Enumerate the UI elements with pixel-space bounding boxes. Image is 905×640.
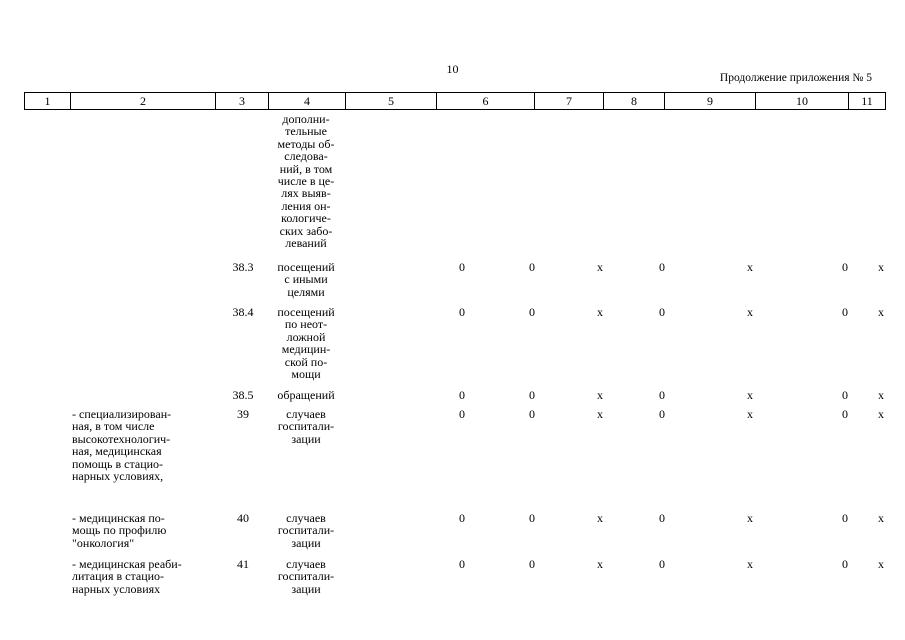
value-col-9: x [747, 305, 753, 319]
column-header-11: 11 [861, 94, 873, 108]
value-col-9: x [747, 557, 753, 571]
value-col-9: x [747, 260, 753, 274]
value-col-8: 0 [659, 388, 665, 402]
row-number: 41 [237, 557, 249, 571]
row-unit: дополни- тельные методы об- следова- ний, в том числе в це- лях выяв- ления он- кологиче- ских забо- леваний [277, 112, 335, 251]
value-col-11: x [878, 388, 884, 402]
column-header-9: 9 [665, 93, 756, 109]
value-col-6: 0 [529, 260, 535, 274]
value-col-11: x [878, 407, 884, 421]
row-number: 38.4 [232, 305, 254, 319]
value-col-8: 0 [659, 305, 665, 319]
row-unit: посещений с иными целями [277, 260, 335, 299]
value-col-10: 0 [842, 388, 848, 402]
row-unit: случаев госпитали- зации [277, 557, 335, 596]
value-col-6: 0 [529, 407, 535, 421]
value-col-5: 0 [459, 305, 465, 319]
value-col-7: x [597, 305, 603, 319]
column-header-2: 2 [71, 93, 216, 109]
column-header-1: 1 [25, 93, 71, 109]
value-col-7: x [597, 511, 603, 525]
value-col-5: 0 [459, 557, 465, 571]
value-col-10: 0 [842, 305, 848, 319]
row-number: 38.3 [232, 260, 254, 274]
value-col-11: x [878, 260, 884, 274]
value-col-6: 0 [529, 557, 535, 571]
row-name: - специализирован- ная, в том числе высокотехнологич- ная, медицинская помощь в стацио- нарных условиях, [72, 407, 172, 484]
value-col-5: 0 [459, 511, 465, 525]
row-name: - медицинская реаби- литация в стацио- нарных условиях [72, 557, 182, 596]
value-col-10: 0 [842, 407, 848, 421]
value-col-10: 0 [842, 557, 848, 571]
row-unit: обращений [277, 388, 335, 402]
value-col-6: 0 [529, 305, 535, 319]
column-header-7: 7 [535, 93, 604, 109]
value-col-7: x [597, 557, 603, 571]
value-col-10: 0 [842, 260, 848, 274]
value-col-9: x [747, 407, 753, 421]
row-number: 38.5 [232, 388, 254, 402]
row-name: - медицинская по- мощь по профилю "онкология" [72, 511, 167, 550]
value-col-8: 0 [659, 407, 665, 421]
column-header-3: 3 [216, 93, 269, 109]
value-col-5: 0 [459, 407, 465, 421]
value-col-9: x [747, 511, 753, 525]
value-col-8: 0 [659, 260, 665, 274]
value-col-9: x [747, 388, 753, 402]
value-col-11: x [878, 305, 884, 319]
column-header-6: 6 [437, 93, 535, 109]
row-unit: случаев госпитали- зации [277, 407, 335, 446]
column-header-5: 5 [346, 93, 437, 109]
column-header-10: 10 [756, 93, 849, 109]
value-col-8: 0 [659, 557, 665, 571]
value-col-7: x [597, 388, 603, 402]
value-col-8: 0 [659, 511, 665, 525]
value-col-11: x [878, 511, 884, 525]
value-col-5: 0 [459, 260, 465, 274]
row-number: 40 [237, 511, 249, 525]
column-header-8: 8 [604, 93, 665, 109]
value-col-6: 0 [529, 388, 535, 402]
value-col-10: 0 [842, 511, 848, 525]
value-col-7: x [597, 407, 603, 421]
page-number: 10 [446, 62, 459, 76]
continuation-caption: Продолжение приложения № 5 [719, 72, 872, 84]
value-col-11: x [878, 557, 884, 571]
table-header-row [24, 92, 886, 110]
row-number: 39 [237, 407, 249, 421]
row-unit: посещений по неот- ложной медицин- ской по- мощи [277, 305, 335, 382]
value-col-6: 0 [529, 511, 535, 525]
row-unit: случаев госпитали- зации [277, 511, 335, 550]
value-col-7: x [597, 260, 603, 274]
value-col-5: 0 [459, 388, 465, 402]
column-header-4: 4 [269, 93, 346, 109]
